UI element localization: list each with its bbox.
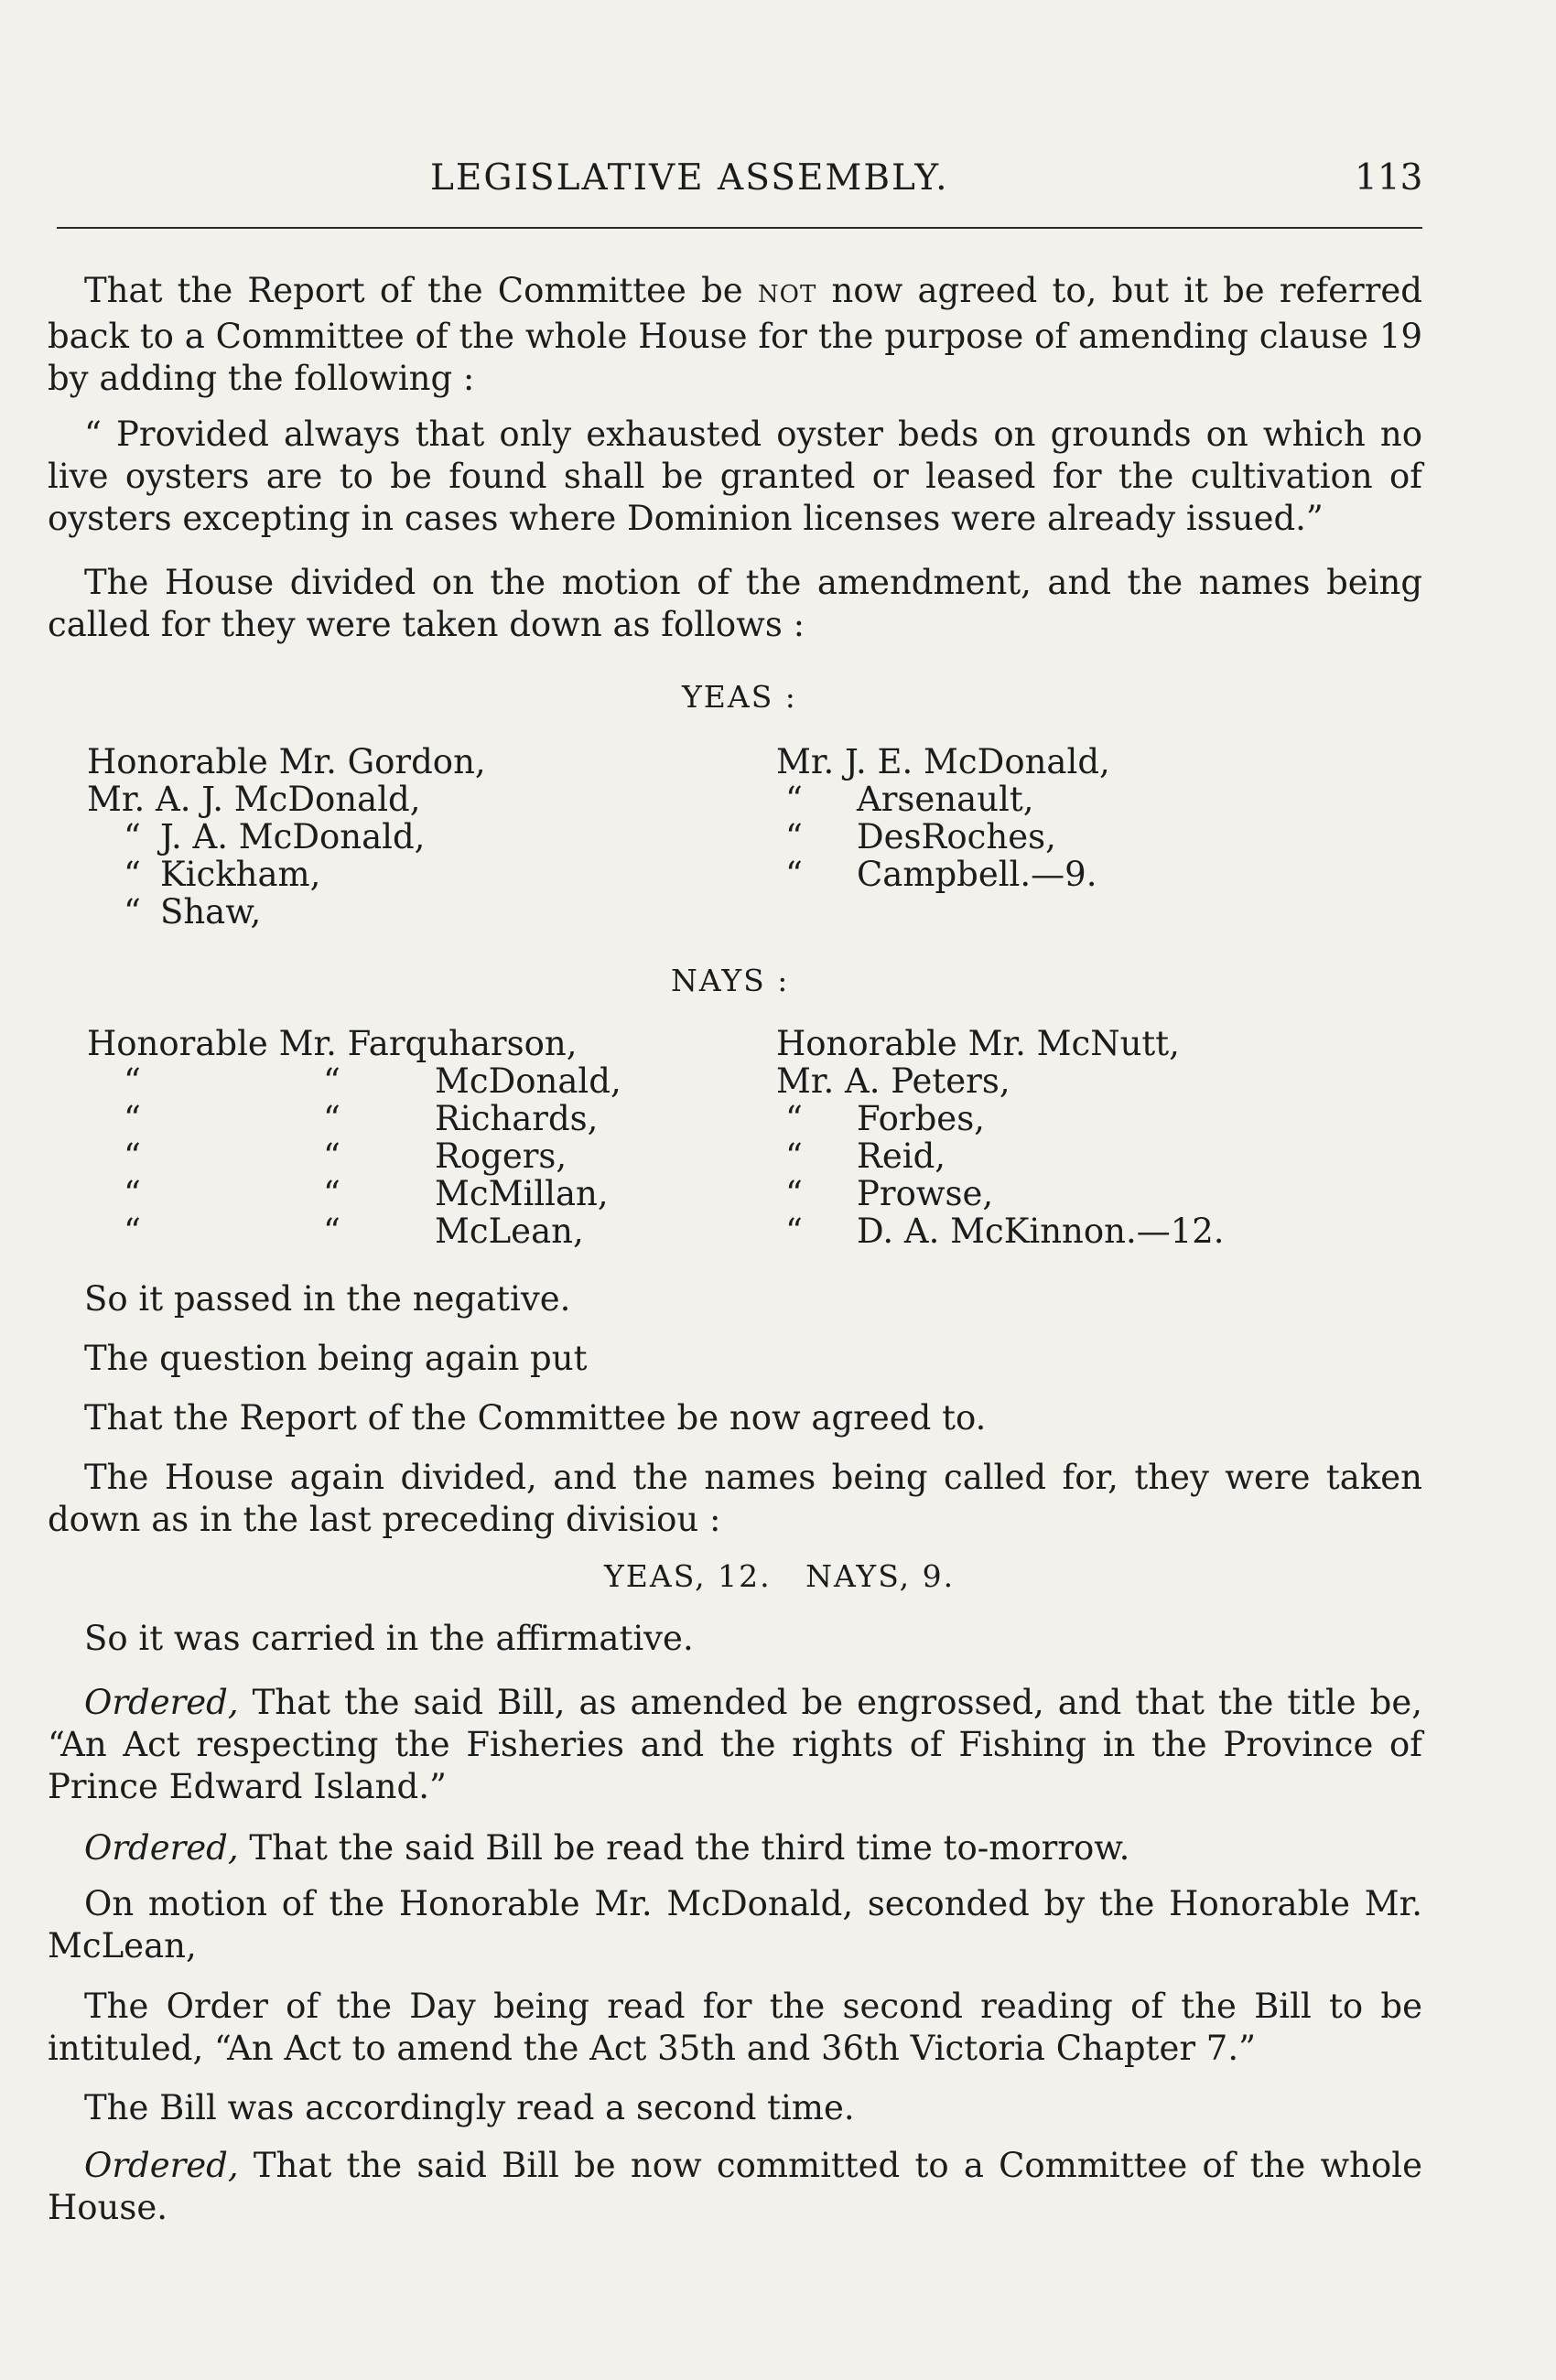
division-paragraph: The House divided on the motion of the amendment, and the names being called for they were taken down as follows : [48, 563, 1422, 644]
yeas-row: Honorable Mr. Gordon, [87, 742, 486, 781]
running-head: LEGISLATIVE ASSEMBLY. [430, 157, 949, 199]
yeas-heading: YEAS : [682, 679, 797, 715]
nays-row: Mr. A. Peters, [776, 1061, 1010, 1101]
second-reading-result: The Bill was accordingly read a second time. [84, 2088, 855, 2127]
order-third-reading: Ordered, That the said Bill be read the third time to-morrow. [84, 1828, 1130, 1868]
nays-row: “ Forbes, [785, 1099, 985, 1138]
report-agreed: That the Report of the Committee be now agreed to. [84, 1398, 987, 1438]
nays-row: “ “ McLean, [124, 1212, 584, 1251]
negative-result: So it passed in the negative. [84, 1279, 571, 1319]
ordered-label: Ordered, [84, 2146, 239, 2185]
ordered-label: Ordered, [84, 1683, 239, 1722]
nays-row: “ “ McDonald, [124, 1061, 621, 1101]
yeas-row: “ Shaw, [124, 892, 262, 932]
header-rule [57, 227, 1422, 229]
yeas-row: “ Kickham, [124, 855, 321, 894]
second-division: The House again divided, and the names being called for, they were taken down as in the last preceding divisiou : [48, 1458, 1422, 1539]
yeas-left-column [87, 743, 486, 931]
yeas-row: “ DesRoches, [785, 817, 1056, 856]
order-committee: Ordered, That the said Bill be now committed to a Committee of the whole House. [48, 2146, 1422, 2227]
motion-text-b: now agreed to, but it be referred back to a Committee of the whole House for the purpose of amending clause 19 by adding the following : [48, 271, 1422, 398]
yeas-right-column [776, 743, 1110, 893]
nays-row: “ Prowse, [785, 1174, 994, 1213]
vote-tally: YEAS, 12. NAYS, 9. [604, 1558, 956, 1594]
nays-row: “ “ McMillan, [124, 1174, 609, 1213]
yeas-row: Mr. A. J. McDonald, [87, 780, 421, 819]
yeas-row: “ Arsenault, [785, 780, 1034, 819]
motion-text-a: That the Report of the Committee be [84, 271, 758, 310]
motion-second-reading: On motion of the Honorable Mr. McDonald, seconded by the Honorable Mr. McLean, [48, 1884, 1422, 1965]
nays-heading: NAYS : [671, 963, 790, 998]
affirmative-result: So it was carried in the affirmative. [84, 1619, 694, 1658]
ordered-label: Ordered, [84, 1828, 239, 1868]
nays-row: Honorable Mr. Farquharson, [87, 1024, 578, 1063]
nays-row: “ “ Richards, [124, 1099, 599, 1138]
order-of-day: The Order of the Day being read for the second reading of the Bill to be intituled, “An Act to amend the Act 35th and 36th Victoria Chapter 7.” [48, 1987, 1422, 2068]
nays-row: Honorable Mr. McNutt, [776, 1024, 1180, 1063]
nays-row: “ D. A. McKinnon.—12. [785, 1212, 1225, 1251]
motion-paragraph [48, 270, 1422, 400]
nays-row: “ “ Rogers, [124, 1136, 567, 1176]
question-put: The question being again put [84, 1339, 588, 1378]
yeas-row: “ J. A. McDonald, [124, 817, 426, 856]
nays-row: “ Reid, [785, 1136, 946, 1176]
nays-right-column [776, 1025, 1225, 1250]
order-engrossed: Ordered, That the said Bill, as amended be engrossed, and that the title be, “An Act respecting the Fisheries and the rights of Fishing in the Province of Prince Edward Island.” [48, 1683, 1422, 1806]
yeas-row: Mr. J. E. McDonald, [776, 742, 1110, 781]
nays-left-column [87, 1025, 621, 1250]
page-number: 113 [1355, 157, 1423, 199]
proviso-quote: “ Provided always that only exhausted oyster beds on grounds on which no live oysters are to be found shall be granted or leased for the cultivation of oysters excepting in cases where Dominion licenses were already issued.” [48, 415, 1422, 538]
motion-not: NOT [757, 281, 817, 308]
yeas-row: “ Campbell.—9. [785, 855, 1097, 894]
